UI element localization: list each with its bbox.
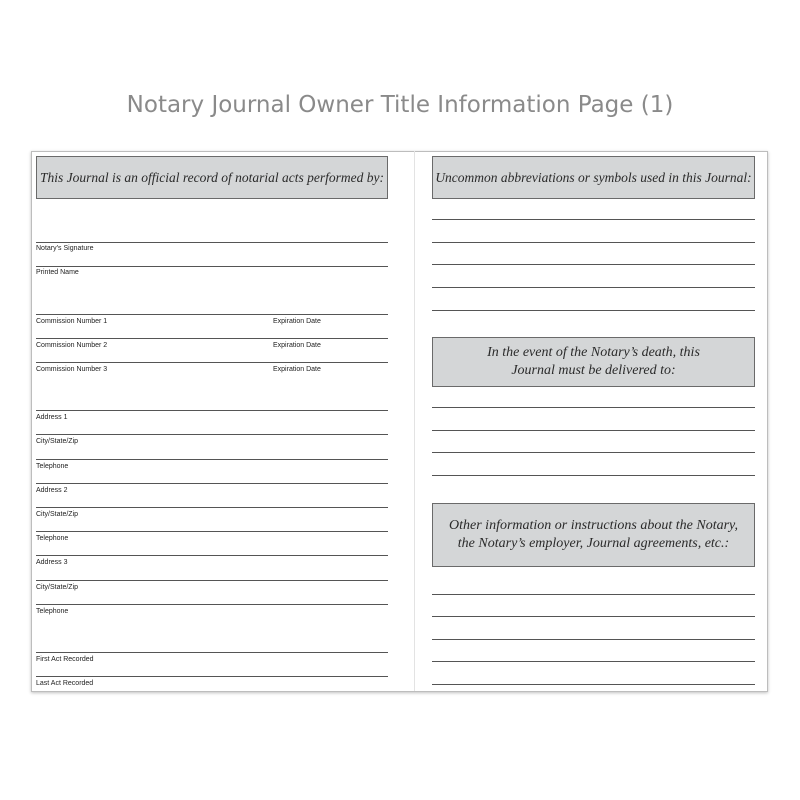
- official-record-header-text: This Journal is an official record of notarial acts performed by:: [40, 169, 384, 185]
- page-title: Notary Journal Owner Title Information Page (1): [126, 92, 674, 118]
- death-delivery-header-text: In the event of the Notary’s death, this Journal must be delivered to:: [487, 345, 700, 378]
- page-spine: [414, 151, 415, 691]
- other-info-line[interactable]: [432, 661, 755, 662]
- abbreviations-header-text: Uncommon abbreviations or symbols used in this Journal:: [435, 169, 752, 185]
- expiration-3-label: Expiration Date: [273, 366, 321, 373]
- death-delivery-header: [432, 337, 755, 387]
- city-3-label: City/State/Zip: [36, 584, 79, 591]
- telephone-2-label: Telephone: [36, 535, 69, 542]
- city-2-label: City/State/Zip: [36, 511, 79, 518]
- other-info-line[interactable]: [432, 684, 755, 685]
- other-info-line[interactable]: [432, 594, 755, 595]
- telephone-2-line[interactable]: [36, 531, 388, 532]
- abbreviations-line[interactable]: [432, 264, 755, 265]
- other-info-line[interactable]: [432, 616, 755, 617]
- other-information-header-text: Other information or instructions about the Notary, the Notary’s employer, Journal agreements, etc.:: [449, 518, 738, 551]
- telephone-1-line[interactable]: [36, 459, 388, 460]
- address-3-line[interactable]: [36, 555, 388, 556]
- signature-label: Notary’s Signature: [36, 245, 94, 252]
- journal-spread: [31, 151, 768, 692]
- address-2-line[interactable]: [36, 483, 388, 484]
- abbreviations-line[interactable]: [432, 287, 755, 288]
- other-information-header: [432, 503, 755, 567]
- last-act-label: Last Act Recorded: [36, 680, 94, 687]
- city-1-line[interactable]: [36, 434, 388, 435]
- delivery-line[interactable]: [432, 475, 755, 476]
- expiration-1-label: Expiration Date: [273, 318, 321, 325]
- commission-1-line[interactable]: [36, 314, 388, 315]
- first-act-line[interactable]: [36, 652, 388, 653]
- printed-name-line[interactable]: [36, 266, 388, 267]
- abbreviations-line[interactable]: [432, 310, 755, 311]
- commission-2-line[interactable]: [36, 338, 388, 339]
- official-record-header: [36, 156, 388, 199]
- commission-3-line[interactable]: [36, 362, 388, 363]
- city-2-line[interactable]: [36, 507, 388, 508]
- telephone-1-label: Telephone: [36, 463, 69, 470]
- abbreviations-line[interactable]: [432, 242, 755, 243]
- delivery-line[interactable]: [432, 452, 755, 453]
- address-2-label: Address 2: [36, 487, 68, 494]
- commission-3-label: Commission Number 3: [36, 366, 108, 373]
- abbreviations-line[interactable]: [432, 219, 755, 220]
- commission-1-label: Commission Number 1: [36, 318, 108, 325]
- last-act-line[interactable]: [36, 676, 388, 677]
- other-info-line[interactable]: [432, 639, 755, 640]
- address-1-line[interactable]: [36, 410, 388, 411]
- delivery-line[interactable]: [432, 407, 755, 408]
- signature-line[interactable]: [36, 242, 388, 243]
- telephone-3-label: Telephone: [36, 608, 69, 615]
- address-3-label: Address 3: [36, 559, 68, 566]
- telephone-3-line[interactable]: [36, 604, 388, 605]
- city-1-label: City/State/Zip: [36, 438, 79, 445]
- city-3-line[interactable]: [36, 580, 388, 581]
- first-act-label: First Act Recorded: [36, 656, 94, 663]
- expiration-2-label: Expiration Date: [273, 342, 321, 349]
- address-1-label: Address 1: [36, 414, 68, 421]
- commission-2-label: Commission Number 2: [36, 342, 108, 349]
- printed-name-label: Printed Name: [36, 269, 79, 276]
- delivery-line[interactable]: [432, 430, 755, 431]
- abbreviations-header: [432, 156, 755, 199]
